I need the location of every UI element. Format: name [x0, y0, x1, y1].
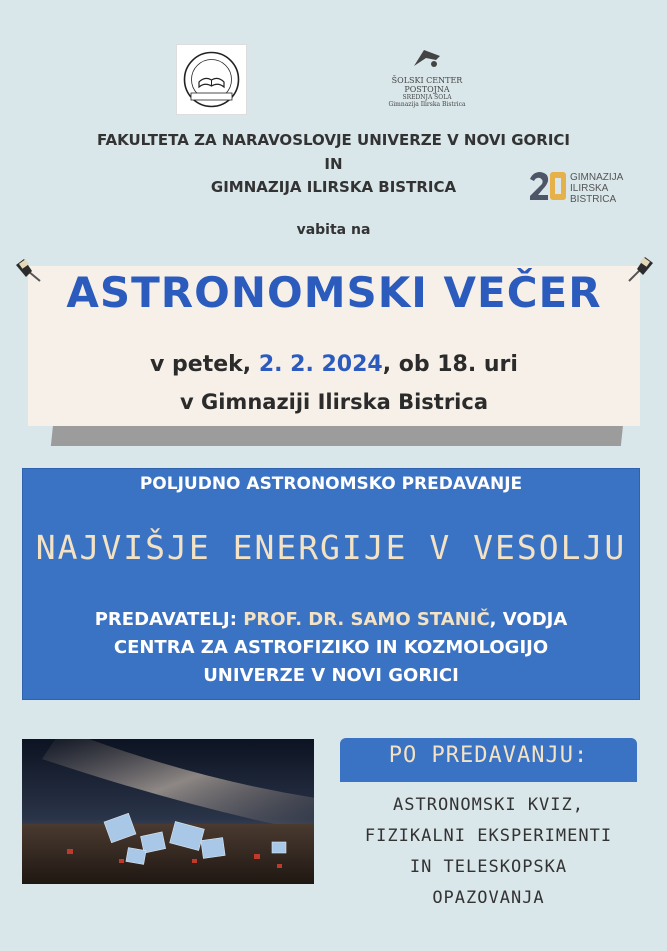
gimnazija-logo	[528, 170, 628, 204]
lecture-heading: POLJUDNO ASTRONOMSKO PREDAVANJE	[139, 474, 523, 494]
speaker-role-2: CENTRA ZA ASTROFIZIKO IN KOZMOLOGIJO	[113, 637, 549, 658]
activity-line3: IN TELESKOPSKA	[409, 857, 568, 877]
university-seal-icon	[177, 45, 246, 114]
university-logo	[176, 44, 247, 115]
event-when-prefix: v petek,	[150, 352, 259, 377]
organizer-and: IN	[324, 155, 343, 173]
speaker-label: PREDAVATELJ:	[94, 609, 244, 630]
activity-line4: OPAZOVANJA	[432, 888, 545, 908]
school-center-emblem-icon	[410, 46, 444, 70]
organizer-school: GIMNAZIJA ILIRSKA BISTRICA	[210, 178, 457, 196]
telescope-night-photo	[22, 739, 314, 884]
event-title: ASTRONOMSKI VEČER	[66, 268, 602, 317]
after-lecture-activities	[340, 790, 637, 914]
gimnazija-logo-line2: ILIRSKA	[570, 183, 609, 194]
paper-shadow	[51, 424, 623, 446]
school-center-logo	[372, 46, 482, 108]
after-lecture-heading: PO PREDAVANJU:	[388, 743, 589, 768]
speaker-role-1: , VODJA	[489, 609, 568, 630]
gimnazija-logo-line1: GIMNAZIJA	[570, 172, 624, 183]
school-center-sub1: SREDNJA ŠOLA	[402, 94, 452, 101]
speaker-role-3: UNIVERZE V NOVI GORICI	[203, 665, 459, 686]
organizer-faculty: FAKULTETA ZA NARAVOSLOVJE UNIVERZE V NOVI GORICI	[96, 131, 571, 149]
activity-line1: ASTRONOMSKI KVIZ,	[393, 795, 584, 815]
lecture-title: NAJVIŠJE ENERGIJE V VESOLJU	[35, 528, 627, 567]
event-location: v Gimnaziji Ilirska Bistrica	[180, 390, 488, 414]
school-center-sub2: Gimnazija Ilirska Bistrica	[388, 101, 466, 108]
gimnazija-logo-line3: BISTRICA	[570, 194, 617, 205]
speaker-name: PROF. DR. SAMO STANIČ	[243, 609, 490, 630]
school-center-name: ŠOLSKI CENTER POSTOJNA	[391, 76, 463, 94]
activity-line2: FIZIKALNI EKSPERIMENTI	[364, 826, 613, 846]
gimnazija-20-icon	[528, 170, 568, 204]
speaker-line1	[40, 606, 622, 634]
invite-text: vabita na	[296, 222, 371, 238]
telescope-array-image	[22, 739, 314, 884]
lecture-speaker	[40, 606, 622, 690]
event-when-suffix: , ob 18. uri	[382, 352, 518, 377]
event-when	[28, 352, 640, 377]
event-date: 2. 2. 2024	[258, 352, 383, 377]
